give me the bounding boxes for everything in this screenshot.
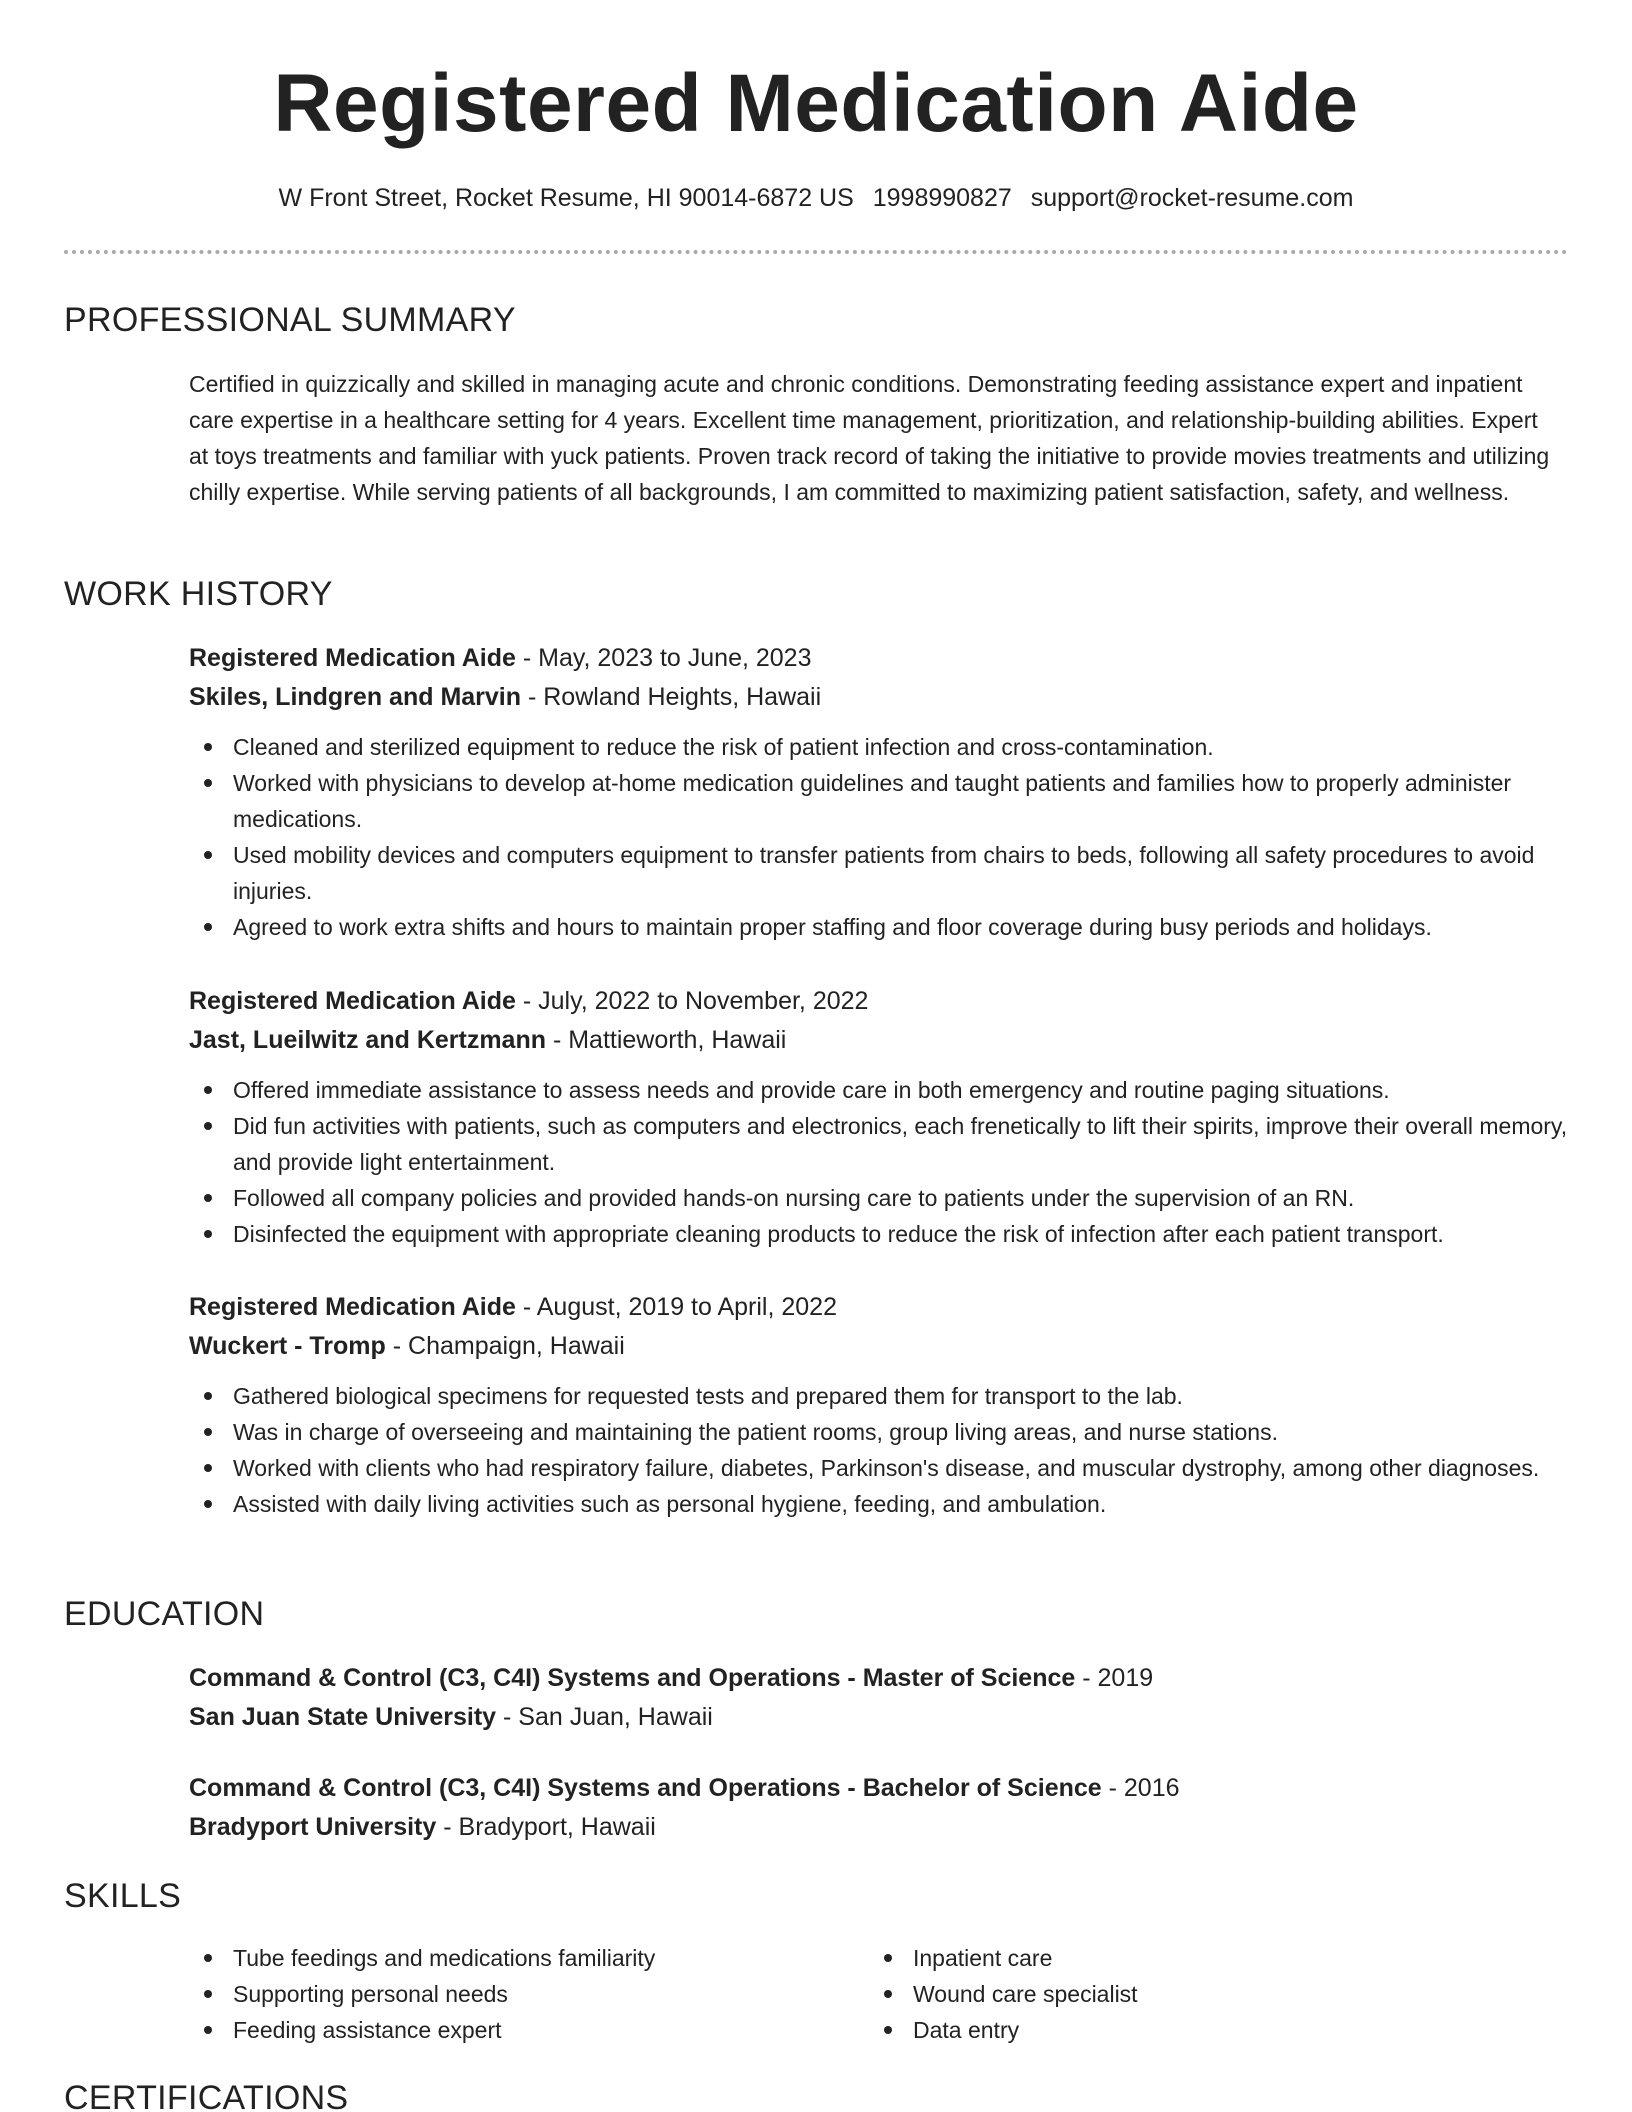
job-entry — [189, 639, 1569, 945]
education-degree: Command & Control (C3, C4I) Systems and Operations - Bachelor of Science — [189, 1774, 1102, 1802]
job-location: - Mattieworth, Hawaii — [546, 1026, 787, 1054]
contact-address: W Front Street, Rocket Resume, HI 90014-6872 US — [278, 184, 854, 212]
education-degree-line — [189, 1659, 1569, 1698]
skill-item: Tube feedings and medications familiarity — [189, 1940, 869, 1976]
list-item: Was in charge of overseeing and maintaining the patient rooms, group living areas, and nurse stations. — [189, 1414, 1569, 1450]
education-year: - 2019 — [1075, 1664, 1154, 1692]
education-location: - Bradyport, Hawaii — [436, 1813, 656, 1841]
section-title-summary: PROFESSIONAL SUMMARY — [64, 301, 516, 339]
job-entry — [189, 982, 1569, 1252]
resume-title: Registered Medication Aide — [273, 58, 1359, 149]
job-title-line — [189, 639, 1569, 678]
list-item: Disinfected the equipment with appropriate cleaning products to reduce the risk of infection after each patient transport. — [189, 1216, 1569, 1252]
job-bullets — [189, 1072, 1569, 1252]
skills-grid — [189, 1940, 1569, 2048]
job-dates: - August, 2019 to April, 2022 — [515, 1293, 837, 1321]
skill-item: Feeding assistance expert — [189, 2012, 869, 2048]
education-location: - San Juan, Hawaii — [496, 1703, 713, 1731]
education-degree-line — [189, 1769, 1569, 1808]
list-item: Followed all company policies and provided hands-on nursing care to patients under the supervision of an RN. — [189, 1180, 1569, 1216]
job-title: Registered Medication Aide — [189, 644, 516, 672]
education-degree: Command & Control (C3, C4I) Systems and Operations - Master of Science — [189, 1664, 1076, 1692]
list-item: Worked with clients who had respiratory failure, diabetes, Parkinson's disease, and muscular dystrophy, among other diagnoses. — [189, 1450, 1569, 1486]
job-bullets — [189, 729, 1569, 945]
list-item: Offered immediate assistance to assess needs and provide care in both emergency and routine paging situations. — [189, 1072, 1569, 1108]
section-title-certifications: CERTIFICATIONS — [64, 2079, 349, 2112]
list-item: Used mobility devices and computers equipment to transfer patients from chairs to beds, following all safety procedures to avoid injuries. — [189, 837, 1569, 909]
list-item: Assisted with daily living activities such as personal hygiene, feeding, and ambulation. — [189, 1486, 1569, 1522]
list-item: Worked with physicians to develop at-home medication guidelines and taught patients and families how to properly administer medications. — [189, 765, 1569, 837]
skills-column-right — [869, 1940, 1549, 2048]
skill-item: Data entry — [869, 2012, 1549, 2048]
contact-phone: 1998990827 — [872, 184, 1012, 212]
section-title-skills: SKILLS — [64, 1877, 182, 1915]
skills-column-left — [189, 1940, 869, 2048]
section-title-education: EDUCATION — [64, 1595, 265, 1633]
job-title-line — [189, 982, 1569, 1021]
job-dates: - July, 2022 to November, 2022 — [515, 987, 869, 1015]
section-title-work-history: WORK HISTORY — [64, 575, 333, 613]
job-company-line — [189, 1327, 1569, 1366]
education-school: San Juan State University — [189, 1703, 497, 1731]
job-title: Registered Medication Aide — [189, 987, 516, 1015]
header-divider — [64, 250, 1568, 254]
job-title-line — [189, 1288, 1569, 1327]
contact-email: support@rocket-resume.com — [1030, 184, 1354, 212]
job-company: Jast, Lueilwitz and Kertzmann — [189, 1026, 547, 1054]
job-company-line — [189, 678, 1569, 717]
job-entry — [189, 1288, 1569, 1522]
education-school-line — [189, 1698, 1569, 1737]
job-location: - Champaign, Hawaii — [385, 1332, 625, 1360]
education-entry — [189, 1769, 1569, 1847]
education-school: Bradyport University — [189, 1813, 437, 1841]
education-year: - 2016 — [1101, 1774, 1180, 1802]
job-company: Wuckert - Tromp — [189, 1332, 386, 1360]
job-company: Skiles, Lindgren and Marvin — [189, 683, 522, 711]
job-location: - Rowland Heights, Hawaii — [521, 683, 822, 711]
job-company-line — [189, 1021, 1569, 1060]
list-item: Agreed to work extra shifts and hours to maintain proper staffing and floor coverage during busy periods and holidays. — [189, 909, 1569, 945]
list-item: Cleaned and sterilized equipment to reduce the risk of patient infection and cross-contamination. — [189, 729, 1569, 765]
job-dates: - May, 2023 to June, 2023 — [515, 644, 812, 672]
job-title: Registered Medication Aide — [189, 1293, 516, 1321]
list-item: Did fun activities with patients, such as computers and electronics, each frenetically to lift their spirits, improve their overall memory, and provide light entertainment. — [189, 1108, 1569, 1180]
list-item: Gathered biological specimens for requested tests and prepared them for transport to the lab. — [189, 1378, 1569, 1414]
job-bullets — [189, 1378, 1569, 1522]
education-school-line — [189, 1808, 1569, 1847]
education-entry — [189, 1659, 1569, 1737]
skill-item: Supporting personal needs — [189, 1976, 869, 2012]
skill-item: Inpatient care — [869, 1940, 1549, 1976]
summary-text: Certified in quizzically and skilled in managing acute and chronic conditions. Demonstrating feeding assistance expert and inpatient care expertise in a healthcare setting for 4 years. Excellent time management, prioritization, and relationship-building abilities. Expert at toys treatments and familiar with yuck patients. Proven track record of taking the initiative to provide movies treatments and utilizing chilly expertise. While serving patients of all backgrounds, I am committed to maximizing patient satisfaction, safety, and wellness. — [189, 371, 1550, 505]
skill-item: Wound care specialist — [869, 1976, 1549, 2012]
contact-line — [0, 180, 1632, 216]
